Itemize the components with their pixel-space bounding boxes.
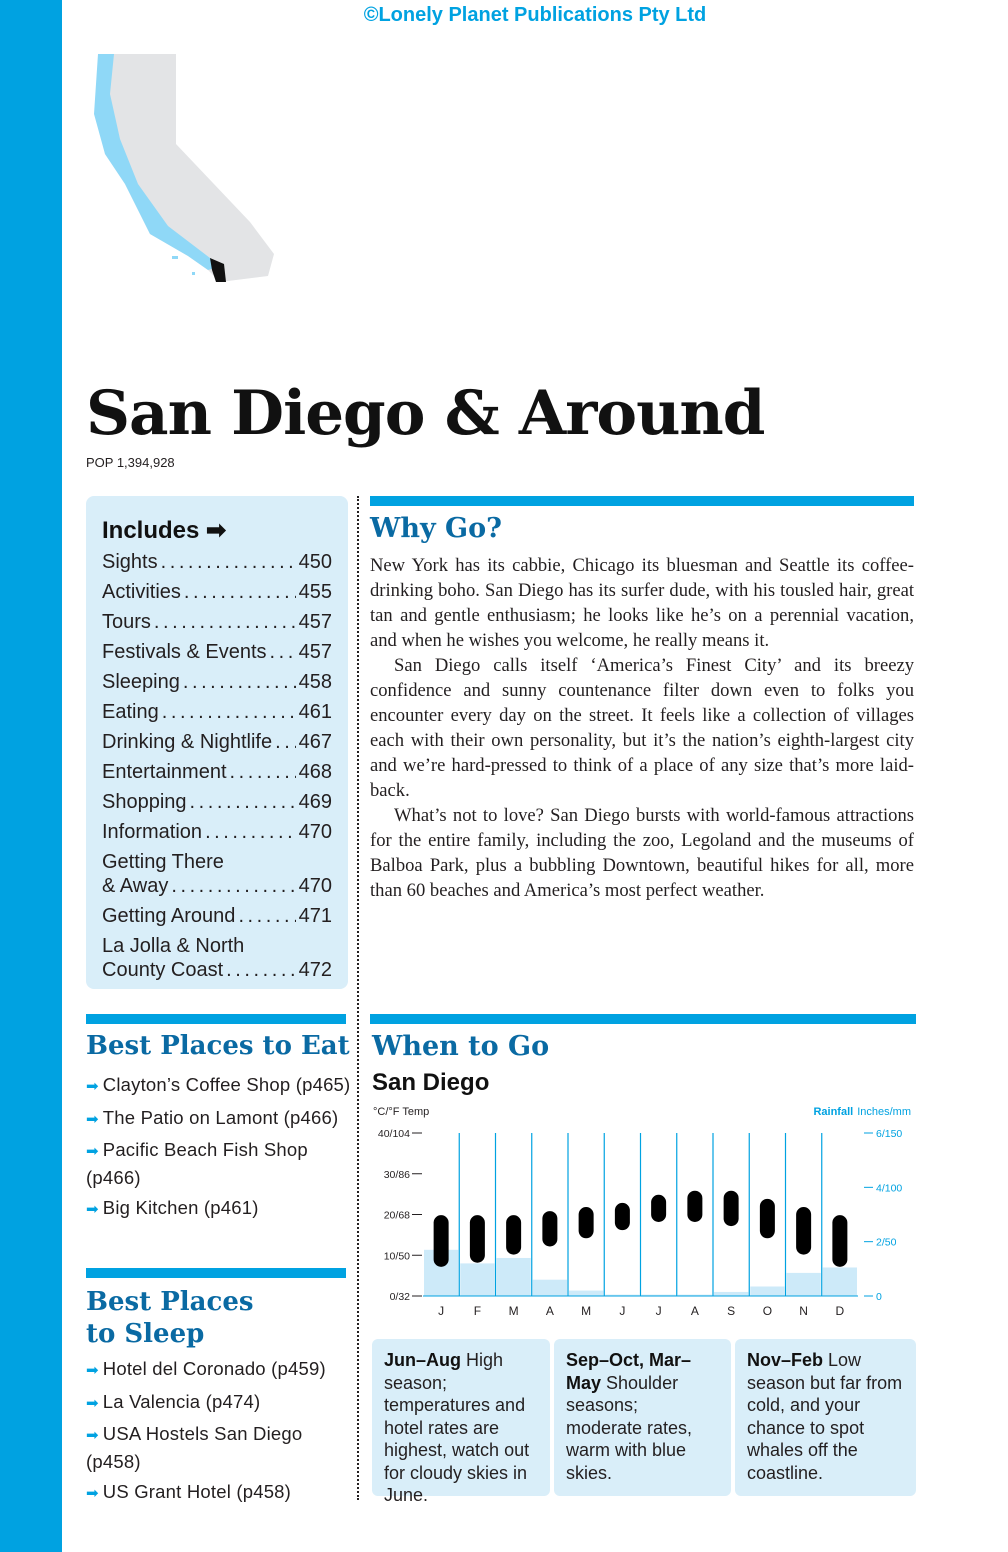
includes-row [102, 820, 332, 844]
when-to-go-heading: When to Go [372, 1031, 550, 1062]
includes-page: 458 [298, 671, 332, 693]
includes-page: 471 [298, 905, 332, 927]
why-go-rule [370, 496, 914, 506]
best-eat-heading: Best Places to Eat [86, 1031, 350, 1061]
includes-row [102, 760, 332, 784]
arrow-icon: ➡ [86, 1201, 99, 1218]
leader-dots [205, 820, 296, 844]
rainfall-bar [533, 1280, 567, 1296]
list-item-label: Clayton’s Coffee Shop (p465) [102, 1074, 351, 1095]
includes-label: Tours [102, 611, 151, 633]
right-axis-label [813, 1106, 911, 1118]
includes-row [102, 640, 332, 664]
includes-page: 461 [298, 701, 332, 723]
list-item [86, 1421, 354, 1474]
month-label: S [727, 1304, 736, 1318]
list-item-label: Hotel del Coronado (p459) [102, 1358, 326, 1379]
rainfall-bar [714, 1292, 748, 1296]
includes-row [102, 610, 332, 634]
includes-label: County Coast [102, 959, 224, 981]
left-axis-label: °C/°F Temp [373, 1106, 430, 1118]
california-map-icon [80, 44, 290, 294]
includes-row [102, 958, 332, 982]
right-tick-label: 6/150 [876, 1128, 903, 1140]
includes-page: 455 [298, 581, 332, 603]
leader-dots [161, 550, 296, 574]
season-text: Shoulder seasons; moderate rates, warm with blue skies. [566, 1372, 693, 1483]
includes-row [102, 670, 332, 694]
includes-label: Festivals & Events [102, 641, 267, 663]
list-item [86, 1195, 354, 1223]
right-tick-label: 2/50 [876, 1236, 897, 1249]
list-item-label: The Patio on Lamont (p466) [102, 1106, 339, 1128]
leader-dots [230, 760, 296, 784]
population: POP 1,394,928 [86, 455, 175, 470]
leader-dots [270, 640, 296, 664]
includes-page: 457 [298, 641, 332, 663]
copyright: ©Lonely Planet Publications Pty Ltd [363, 4, 707, 26]
best-eat-list [86, 1072, 354, 1228]
leader-dots [275, 730, 296, 754]
why-go-paragraph: What’s not to love? San Diego bursts with world-famous attractions for the entire family, including the zoo, Legoland and the museums of Balboa Park, plus a bubbling Downtown, beautiful hikes for all, more than 60 beaches and America’s most perfect weather. [370, 805, 914, 901]
includes-heading: Includes ➡ [102, 517, 227, 544]
column-divider [357, 496, 359, 1500]
includes-label: Sleeping [102, 671, 180, 693]
season-title: Jun–Aug [384, 1350, 462, 1370]
month-label: J [619, 1304, 626, 1318]
includes-label: La Jolla & North [102, 935, 245, 957]
includes-page: 472 [298, 959, 332, 981]
season-text: High season; temperatures and hotel rates are highest, watch out for cloudy skies in June. [384, 1350, 530, 1505]
includes-label: Eating [102, 701, 159, 723]
includes-row [102, 850, 332, 874]
arrow-icon: ➡ [86, 1143, 99, 1160]
list-item [86, 1389, 354, 1417]
includes-label: Getting Around [102, 905, 236, 927]
arrow-icon: ➡ [86, 1078, 99, 1095]
includes-label: Getting There [102, 851, 224, 873]
rainfall-bar [569, 1291, 603, 1296]
includes-page: 467 [298, 731, 332, 753]
best-sleep-heading-line: to Sleep [86, 1319, 205, 1349]
includes-page: 457 [298, 611, 332, 633]
leader-dots [190, 790, 296, 814]
climate-chart [368, 1100, 918, 1325]
best-sleep-heading [86, 1286, 254, 1350]
best-eat-rule [86, 1014, 346, 1024]
rainfall-bar [460, 1263, 494, 1296]
includes-label: Shopping [102, 791, 187, 813]
rainfall-bar [823, 1267, 857, 1296]
month-label: A [545, 1304, 554, 1318]
leader-dots [162, 700, 296, 724]
includes-label: & Away [102, 875, 169, 897]
arrow-icon: ➡ [86, 1427, 99, 1444]
list-item [86, 1356, 354, 1384]
left-tick-label: 10/50 [383, 1250, 410, 1263]
list-item [86, 1105, 354, 1133]
season-box [735, 1339, 916, 1496]
arrow-icon: ➡ [86, 1485, 99, 1502]
month-label: M [508, 1304, 519, 1318]
left-tick-label: 0/32 [389, 1291, 410, 1303]
includes-label: Entertainment [102, 761, 227, 783]
month-label: O [762, 1304, 773, 1318]
includes-row [102, 904, 332, 928]
season-text: Low season but far from cold, and your chance to spot whales off the coastline. [747, 1350, 903, 1483]
leader-dots [171, 874, 295, 898]
rainfall-bar [787, 1273, 821, 1296]
includes-row [102, 700, 332, 724]
arrow-icon: ➡ [86, 1362, 99, 1379]
includes-page: 468 [298, 761, 332, 783]
rainfall-bar [750, 1286, 784, 1296]
includes-box [86, 496, 348, 989]
city-name: San Diego [372, 1069, 490, 1096]
season-box [372, 1339, 550, 1505]
includes-list [102, 550, 332, 982]
list-item [86, 1072, 354, 1100]
leader-dots [183, 670, 296, 694]
leader-dots [154, 610, 296, 634]
month-label: M [581, 1304, 592, 1318]
list-item [86, 1137, 354, 1190]
leader-dots [238, 904, 295, 928]
includes-label: Drinking & Nightlife [102, 731, 273, 753]
month-label: D [835, 1304, 845, 1318]
when-to-go-rule [370, 1014, 916, 1024]
arrow-icon: ➡ [86, 1394, 99, 1412]
includes-row [102, 934, 332, 958]
best-sleep-list [86, 1356, 354, 1512]
left-tick-label: 40/104 [377, 1128, 410, 1140]
list-item-label: USA Hostels San Diego (p458) [86, 1423, 303, 1472]
includes-row [102, 790, 332, 814]
best-sleep-rule [86, 1268, 346, 1278]
includes-row [102, 874, 332, 898]
includes-row [102, 730, 332, 754]
list-item-label: La Valencia (p474) [102, 1390, 261, 1412]
list-item-label: US Grant Hotel (p458) [102, 1481, 292, 1502]
includes-label: Activities [102, 581, 181, 603]
list-item-label: Pacific Beach Fish Shop (p466) [86, 1139, 308, 1188]
month-label: N [799, 1304, 808, 1318]
includes-page: 450 [298, 551, 332, 573]
includes-page: 469 [298, 791, 332, 813]
right-axis-label-bold: Rainfall [813, 1106, 854, 1118]
rainfall-bar [497, 1258, 531, 1296]
season-title: Sep–Oct, Mar–May [566, 1350, 692, 1393]
list-item [86, 1479, 354, 1507]
season-title: Nov–Feb [747, 1350, 824, 1370]
right-axis-label-unit: Inches/mm [857, 1106, 911, 1118]
month-label: F [473, 1304, 482, 1318]
includes-label: Information [102, 821, 203, 843]
month-label: J [438, 1304, 445, 1318]
includes-row [102, 580, 332, 604]
includes-page: 470 [298, 875, 332, 897]
sidebar-stripe [0, 0, 62, 1552]
season-box [554, 1339, 731, 1496]
month-label: A [690, 1304, 699, 1318]
best-sleep-heading-line: Best Places [86, 1287, 254, 1317]
leader-dots [184, 580, 296, 604]
includes-label: Sights [102, 551, 158, 573]
right-tick-label: 0 [876, 1291, 882, 1303]
includes-row [102, 550, 332, 574]
list-item-label: Big Kitchen (p461) [102, 1197, 259, 1218]
page-title: San Diego & Around [86, 378, 765, 449]
why-go-text [370, 553, 914, 903]
arrow-icon: ➡ [86, 1110, 99, 1128]
includes-page: 470 [298, 821, 332, 843]
left-tick-label: 30/86 [383, 1168, 410, 1181]
why-go-heading: Why Go? [370, 513, 502, 544]
leader-dots [226, 958, 295, 982]
month-label: J [655, 1304, 662, 1318]
why-go-paragraph: New York has its cabbie, Chicago its bluesman and Seattle its coffee-drinking boho. San Diego has its surfer dude, with his tousled hair, great tan and gentle enthusiasm; he looks like he’s on a perennial vacation, and when he wishes you welcome, he really means it. [370, 555, 914, 651]
right-tick-label: 4/100 [876, 1182, 903, 1195]
left-tick-label: 20/68 [383, 1209, 410, 1222]
why-go-paragraph: San Diego calls itself ‘America’s Finest City’ and its breezy confidence and sunny countenance filter down even to folks you encounter every day on the street. It feels like a collection of villages each with their own personality, but it’s the nation’s eighth-largest city and we’re hard-pressed to think of a place of any size that’s more laid-back. [370, 655, 914, 801]
